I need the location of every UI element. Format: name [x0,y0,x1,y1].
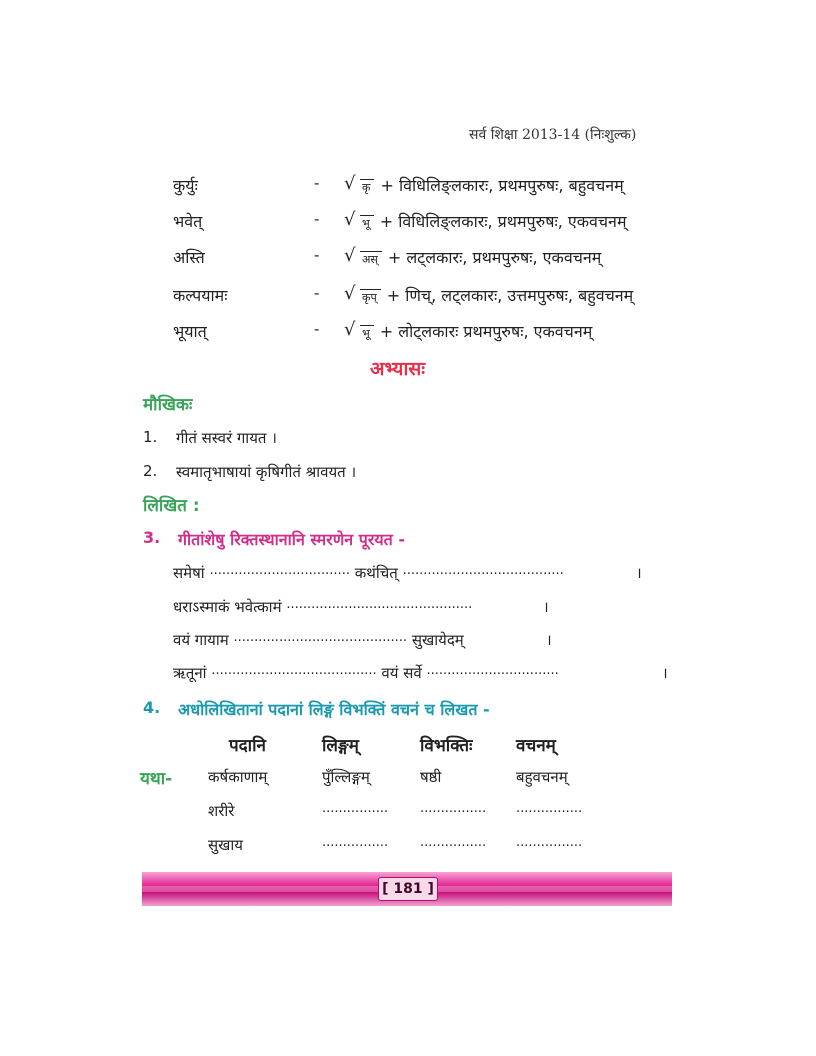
blank-dots[interactable]: ················ [420,805,487,820]
danda: । [662,664,668,682]
derivation-rest: + लोट्लकारः प्रथमपुरुषः, एकवचनम् [379,322,593,341]
blank-dots[interactable]: ································ [426,667,559,682]
radical-sign: √ [344,283,356,304]
verse-line [173,597,472,617]
derivation-rest: + लट्लकारः, प्रथमपुरुषः, एकवचनम् [387,248,602,267]
verse-line [173,630,464,650]
derivation-word: भूयात् [173,322,207,341]
verse-text: समेषां [173,564,205,582]
column-header: पदानि [229,736,266,756]
danda: । [543,598,549,616]
derivation-dash: - [314,210,320,228]
blank-dots[interactable]: ················ [322,805,389,820]
column-header: विभक्तिः [420,736,473,756]
root-symbol [344,245,388,267]
oral-item-number: 1. [143,428,158,446]
blank-dots[interactable]: ·································· [209,567,350,582]
written-heading: लिखित : [143,496,200,516]
derivation-dash: - [314,320,320,338]
example-label: यथा- [140,769,173,789]
derivation-formula [344,210,627,232]
blank-dots[interactable]: ················ [420,839,487,854]
root-value: कृ [360,179,374,195]
derivation-word: अस्ति [173,248,205,267]
root-symbol [344,209,380,231]
blank-dots[interactable]: ········································ [211,667,377,682]
danda: । [546,631,552,649]
table-cell: कर्षकाणाम् [208,768,268,786]
verse-text: ऋतूनां [173,664,207,682]
page-header: सर्व शिक्षा 2013-14 (निःशुल्क) [469,127,637,143]
root-value: भू [360,325,374,341]
derivation-formula [344,284,633,306]
verse-line [173,563,564,583]
verse-text: वयं गायाम [173,631,229,649]
table-cell: षष्ठी [420,768,442,786]
derivation-word: कुर्युः [173,176,198,195]
verse-text: धराऽस्माकं भवेत्कामं [173,598,282,616]
root-value: भू [360,215,374,231]
blank-dots[interactable]: ················ [516,839,583,854]
derivation-rest: + णिच्, लट्लकारः, उत्तमपुरुषः, बहुवचनम् [386,286,634,305]
oral-item-text: स्वमातृभाषायां कृषिगीतं श्रावयत । [176,463,357,481]
q4-number: 4. [143,698,161,717]
derivation-word: कल्पयामः [173,286,228,305]
oral-item-text: गीतं सस्वरं गायत । [176,429,277,447]
blank-dots[interactable]: ·········································· [233,634,408,649]
derivation-dash: - [314,174,320,192]
q3-instruction: गीतांशेषु रिक्तस्थानानि स्मरणेन पूरयत - [178,530,405,549]
radical-sign: √ [344,209,356,230]
root-symbol [344,173,380,195]
radical-sign: √ [344,319,356,340]
derivation-dash: - [314,246,320,264]
table-cell: पुँल्लिङ्गम् [322,768,370,786]
verse-text: वयं सर्वे [381,664,422,682]
blank-dots[interactable]: ················ [322,839,389,854]
blank-dots[interactable]: ············································· [286,601,473,616]
verse-line [173,663,559,683]
q3-number: 3. [143,528,161,547]
oral-item-number: 2. [143,462,158,480]
column-header: वचनम् [516,736,556,756]
radical-sign: √ [344,245,356,266]
blank-dots[interactable]: ················ [516,805,583,820]
table-cell: सुखाय [208,836,243,854]
derivation-rest: + विधिलिङ्लकारः, प्रथमपुरुषः, एकवचनम् [379,212,627,231]
verse-text: कथंचित् [354,564,398,582]
blank-dots[interactable]: ······································· [402,567,564,582]
verse-text: सुखायेदम् [411,631,464,649]
column-header: लिङ्गम् [322,736,359,756]
root-value: अस् [360,251,382,267]
exercise-title: अभ्यासः [370,358,426,380]
derivation-dash: - [314,284,320,302]
table-cell: बहुवचनम् [516,768,568,786]
root-symbol [344,319,380,341]
oral-heading: मौखिकः [143,395,193,415]
derivation-word: भवेत् [173,212,203,231]
derivation-formula [344,246,601,268]
derivation-rest: + विधिलिङ्लकारः, प्रथमपुरुषः, बहुवचनम् [380,176,624,195]
root-value: कृप् [360,289,381,305]
danda: । [636,564,642,582]
root-symbol [344,283,387,305]
radical-sign: √ [344,173,356,194]
page-number: [ 181 ] [378,877,438,901]
q4-instruction: अधोलिखितानां पदानां लिङ्गं विभक्तिं वचनं च लिखत - [178,700,490,719]
table-cell: शरीरे [208,802,235,820]
derivation-formula [344,174,624,196]
derivation-formula [344,320,592,342]
